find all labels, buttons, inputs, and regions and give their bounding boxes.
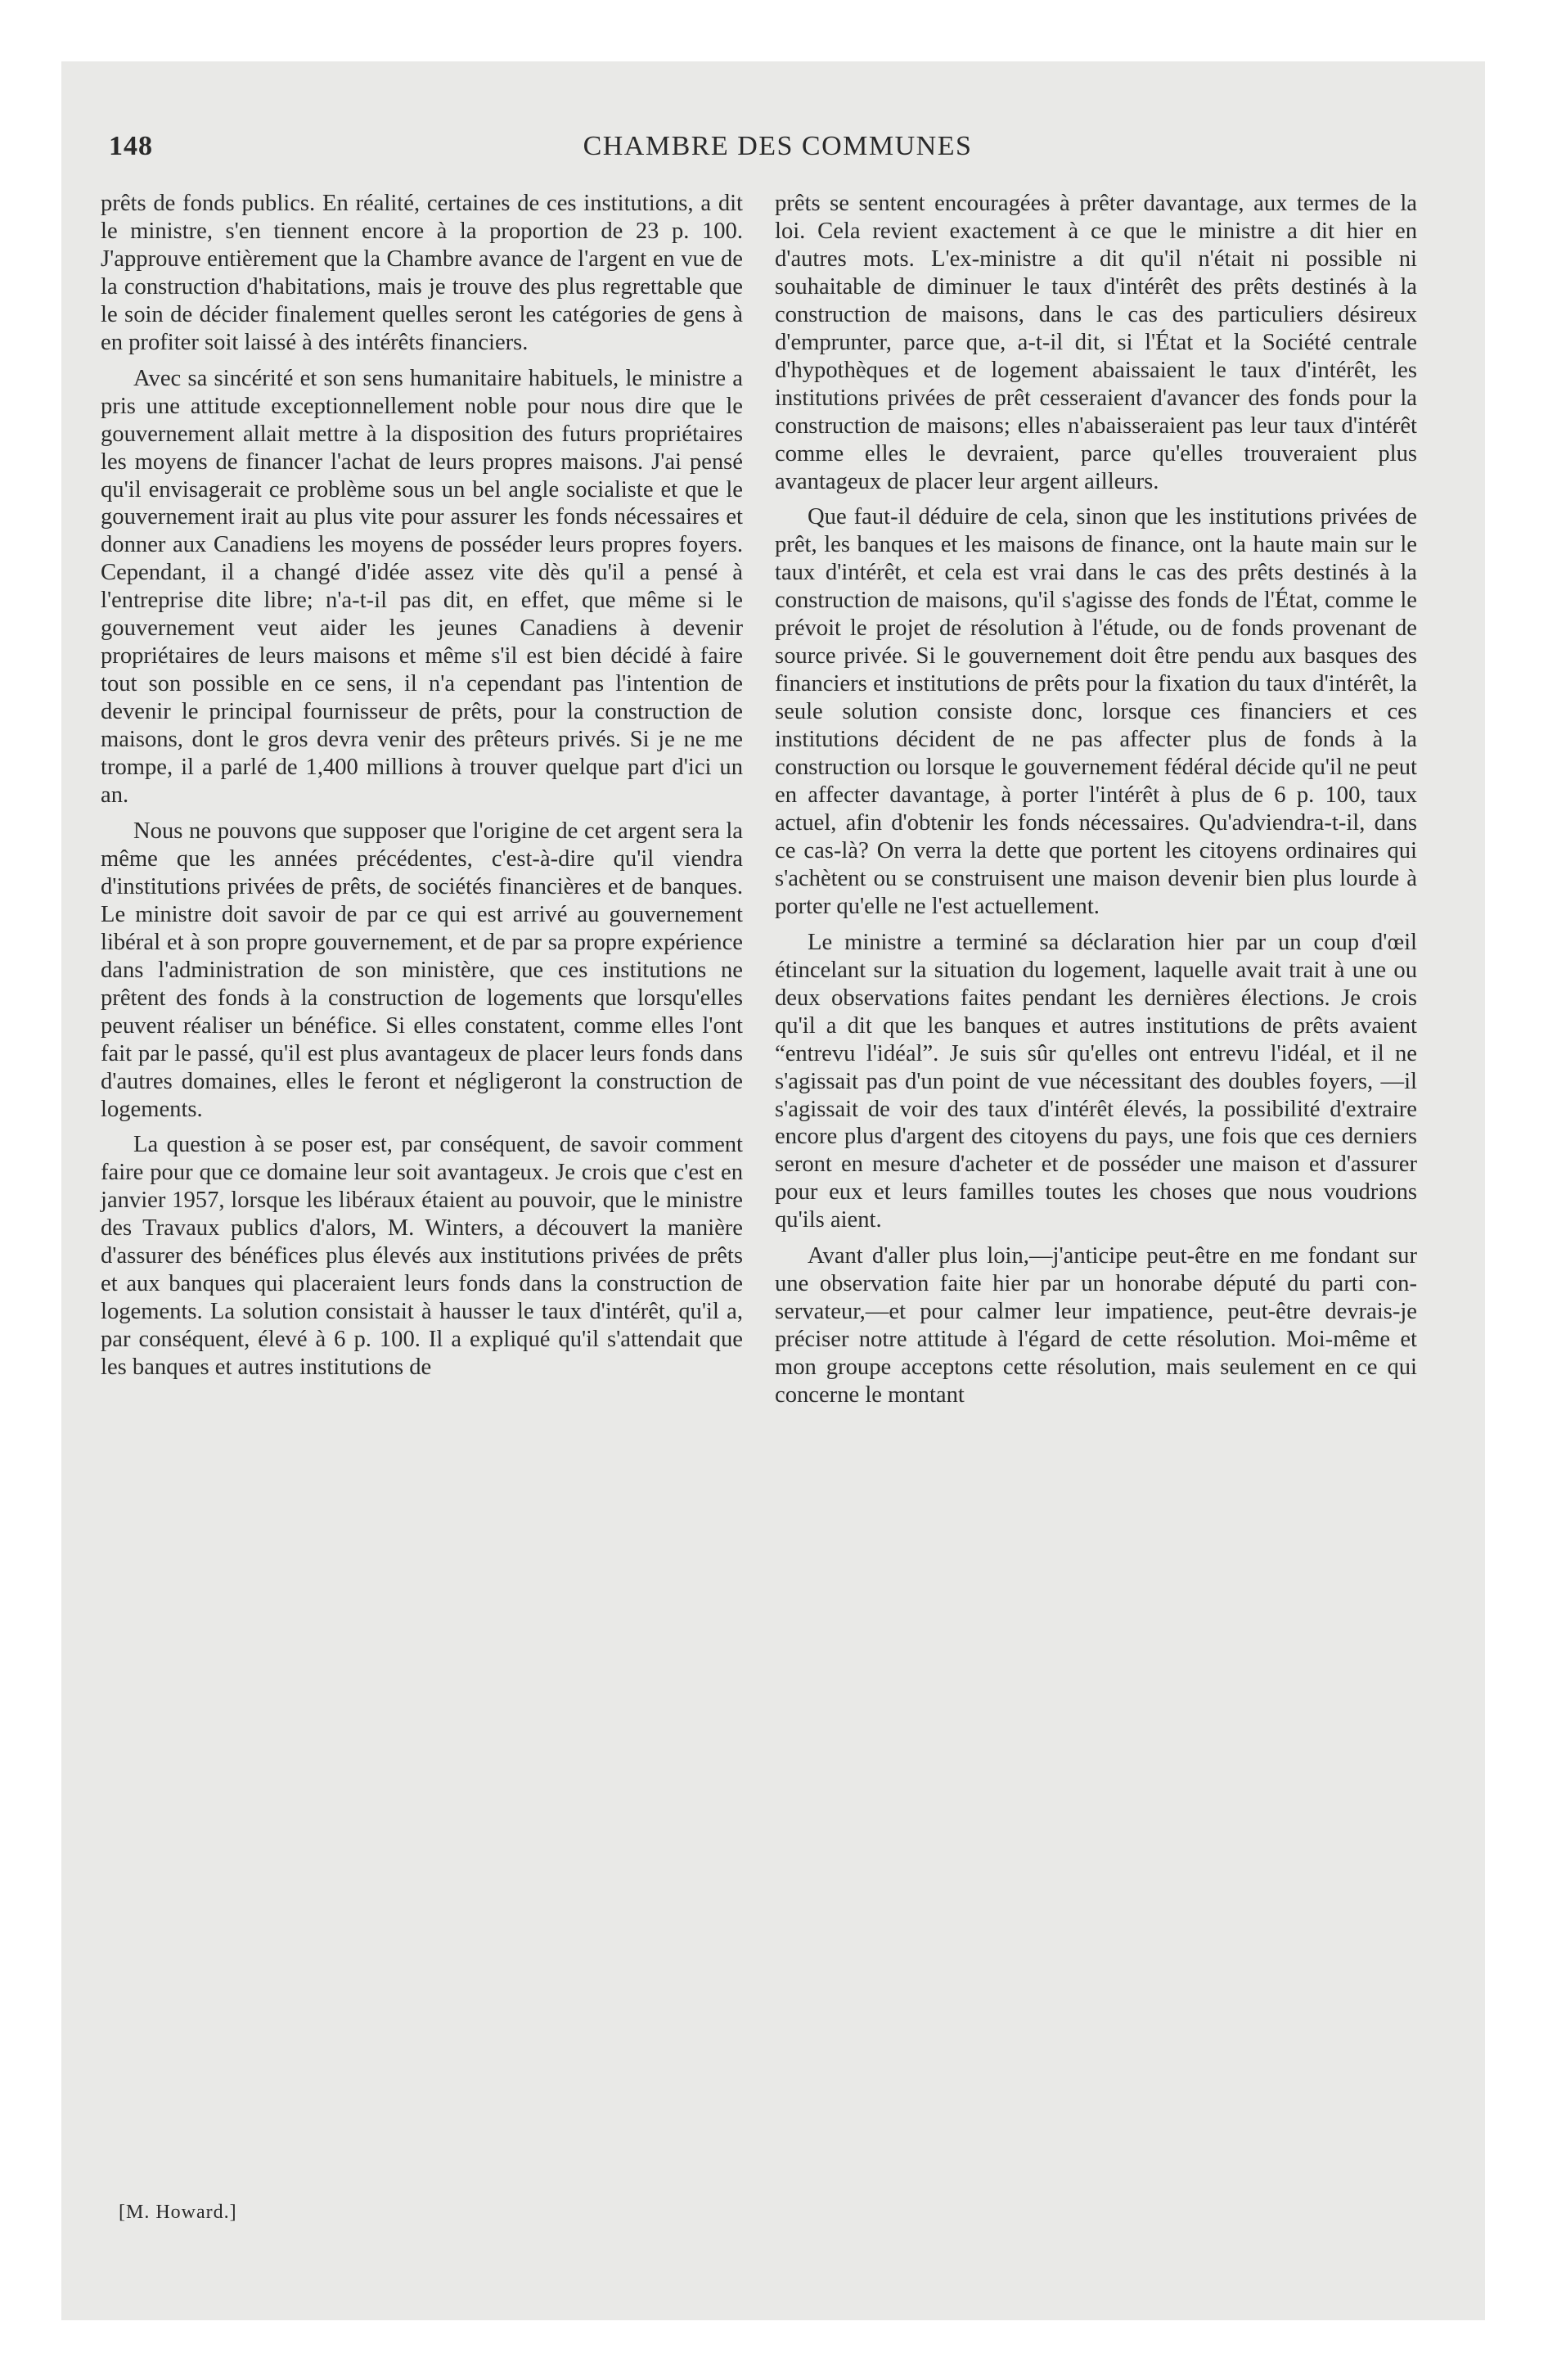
right-column xyxy=(775,190,1417,1418)
page-number: 148 xyxy=(109,131,153,161)
paragraph: Avant d'aller plus loin,—j'anticipe peut-être en me fondant sur une observation faite hier par un honorabe député du parti conservateur,—et pour calmer leur impatience, peut-être devrais-je préciser notre attitude à l'égard de cette résolution. Moi-même et mon groupe acceptons cette résolution, mais seulement en ce qui concerne le montant xyxy=(775,1243,1417,1409)
left-column xyxy=(101,190,743,1390)
page-title: CHAMBRE DES COMMUNES xyxy=(583,131,973,161)
paragraph: prêts se sentent encouragées à prêter davantage, aux termes de la loi. Cela revient exactement à ce que le ministre a dit hier en d'autres mots. L'ex-ministre a dit qu'il n'était ni possible ni souhaitable de diminuer le taux d'intérêt des prêts destinés à la construction de maisons, dans le cas des particuliers désireux d'emprunter, parce que, a-t-il dit, si l'État et la Société centrale d'hypothèques et de logement abaissaient le taux d'intérêt, les institutions privées de prêt cesseraient d'avancer des fonds pour la construction de maisons; elles n'abaisseraient pas leur taux d'intérêt comme elles le devraient, parce qu'elles trouveraient plus avantageux de placer leur argent ailleurs. xyxy=(775,191,1417,494)
paragraph: Que faut-il déduire de cela, sinon que les institutions privées de prêt, les banques et les maisons de finance, ont la haute main sur le taux d'intérêt, et cela est vrai dans le cas des prêts destinés à la construction de maisons, qu'il s'agisse des fonds de l'État, comme le prévoit le projet de résolution à l'étude, ou de fonds provenant de source privée. Si le gouvernement doit être pendu aux basques des financiers et institutions de prêts pour la fixation du taux d'intérêt, la seule solution consiste donc, lorsque ces financiers et ces institutions décident de ne pas affecter plus de fonds à la construction ou lorsque le gouvernement fédéral décide qu'il ne peut en affecter davantage, à porter l'intérêt à plus de 6 p. 100, taux actuel, afin d'obtenir les fonds nécessaires. Qu'adviendra-t-il, dans ce cas-là? On verra la dette que portent les citoyens ordinaires qui s'achètent ou se construisent une maison devenir bien plus lourde à porter qu'elle ne l'est actuellement. xyxy=(775,504,1417,919)
paragraph: Le ministre a terminé sa déclaration hier par un coup d'œil étincelant sur la situation du logement, laquelle avait trait à une ou deux observations faites pendant les dernières élections. Je crois qu'il a dit que les banques et autres institutions de prêts avaient “entrevu l'idéal”. Je suis sûr qu'elles ont entrevu l'idéal, et il ne s'agissait pas d'un point de vue nécessitant des doubles foyers, —il s'agissait de voir des taux d'intérêt élevés, la possibilité d'extraire encore plus d'argent des citoyens du pays, une fois que ces derniers seront en mesure d'acheter et de posséder une maison et d'assurer pour eux et leurs familles toutes les choses que nous voudrions qu'ils aient. xyxy=(775,929,1417,1233)
paragraph: Avec sa sincérité et son sens humanitaire habituels, le ministre a pris une attitude exceptionnellement noble pour nous dire que le gouvernement allait mettre à la disposition des futurs propriétaires les moyens de financer l'achat de leurs propres maisons. J'ai pensé qu'il envisagerait ce problème sous un bel angle socialiste et que le gouvernement irait au plus vite pour assurer les fonds nécessaires et donner aux Canadiens les moyens de posséder leurs propres foyers. Cependant, il a changé d'idée assez vite dès qu'il a pensé à l'entreprise dite libre; n'a-t-il pas dit, en effet, que même si le gouvernement veut aider les jeunes Canadiens à devenir propriétaires de leurs maisons et même s'il est bien décidé à faire tout son possible en ce sens, il n'a cependant pas l'intention de devenir le principal fournisseur de prêts, pour la construction de maisons, dont le gros devra venir des prêteurs privés. Si je ne me trompe, il a parlé de 1,400 millions à trouver quelque part d'ici un an. xyxy=(101,365,743,809)
paragraph: La question à se poser est, par conséquent, de savoir comment faire pour que ce domaine leur soit avantageux. Je crois que c'est en janvier 1957, lorsque les libéraux étaient au pouvoir, que le ministre des Travaux publics d'alors, M. Winters, a découvert la manière d'assurer des bénéfices plus élevés aux institutions privées de prêts et aux banques qui placeraient leurs fonds dans la construction de logements. La solution consistait à hausser le taux d'intérêt, qu'il a, par conséquent, élevé à 6 p. 100. Il a expliqué qu'il s'attendait que les banques et autres institutions de xyxy=(101,1132,743,1381)
running-head xyxy=(109,131,1422,177)
paragraph: Nous ne pouvons que supposer que l'origine de cet argent sera la même que les années précédentes, c'est-à-dire qu'il viendra d'institutions privées de prêts, de sociétés financières et de banques. Le ministre doit savoir de par ce qui est arrivé au gouvernement libéral et à son propre gouvernement, et de par sa propre expérience dans l'administration de son ministère, que ces institutions ne prêtent des fonds à la construction de logements que lorsqu'elles peuvent réaliser un bénéfice. Si elles constatent, comme elles l'ont fait par le passé, qu'il est plus avantageux de placer leurs fonds dans d'autres domaines, elles le feront et négligeront la construction de logements. xyxy=(101,818,743,1122)
paragraph: prêts de fonds publics. En réalité, certaines de ces institutions, a dit le ministre, s'en tiennent encore à la proportion de 23 p. 100. J'approuve entièrement que la Chambre avance de l'argent en vue de la construction d'habitations, mais je trouve des plus regrettable que le soin de décider finalement quelles seront les catégories de gens à en profiter soit laissé à des intérêts financiers. xyxy=(101,191,743,355)
speaker-attribution: [M. Howard.] xyxy=(119,2202,237,2223)
